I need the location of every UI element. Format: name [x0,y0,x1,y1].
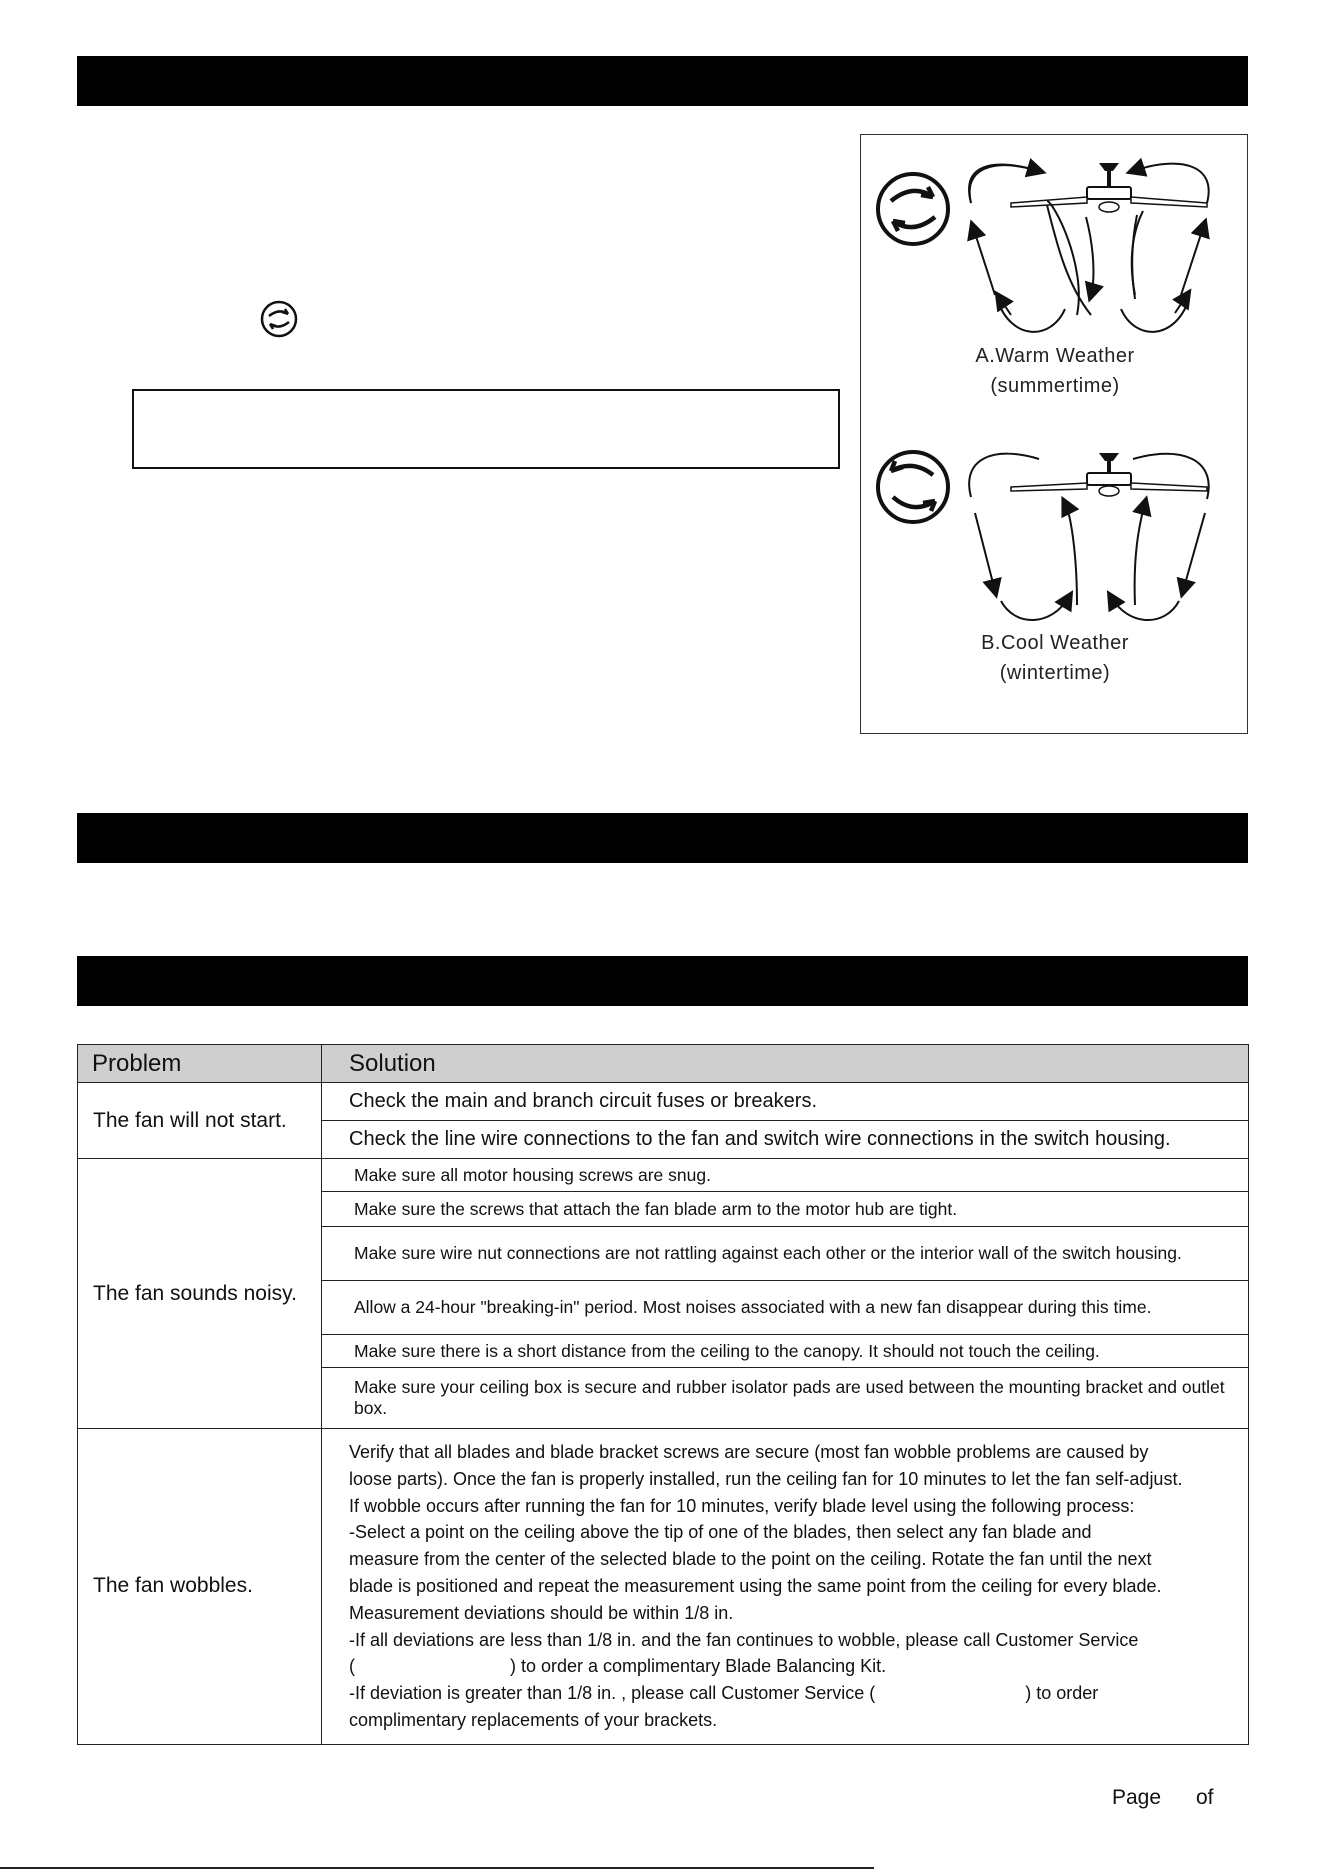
solution-line: blade is positioned and repeat the measurement using the same point from the ceiling for every blade. [349,1575,1162,1596]
header-problem: Problem [78,1045,322,1083]
solution-cell: Make sure the screws that attach the fan blade arm to the motor hub are tight. [322,1192,1249,1227]
cool-direction-icon [878,452,948,522]
section-header-bar-1 [77,56,1248,106]
solution-cell: Make sure there is a short distance from the ceiling to the canopy. It should not touch the ceiling. [322,1335,1249,1368]
solution-line: loose parts). Once the fan is properly installed, run the ceiling fan for 10 minutes to let the fan self-adjust. [349,1468,1183,1489]
solution-line: Verify that all blades and blade bracket screws are secure (most fan wobble problems are caused by [349,1442,1149,1462]
solution-cell: Check the line wire connections to the fan and switch wire connections in the switch housing. [322,1121,1249,1159]
solution-line [349,1680,1242,1707]
solution-cell [322,1429,1249,1745]
solution-cell: Make sure wire nut connections are not rattling against each other or the interior wall of the switch housing. [322,1227,1249,1281]
cool-weather-sublabel: (wintertime) [999,662,1111,684]
footer-of-label: of [1196,1786,1214,1809]
section-header-bar-3 [77,956,1248,1006]
solution-cell: Make sure all motor housing screws are snug. [322,1159,1249,1192]
footer-page-label: Page [1112,1786,1162,1809]
bottom-rule [0,1867,874,1869]
solution-line [349,1653,1242,1680]
warm-weather-label: A.Warm Weather [975,345,1135,367]
line-text: ) to order [1025,1683,1099,1704]
line-text: -If deviation is greater than 1/8 in. , please call Customer Service ( [349,1683,876,1704]
section-header-bar-2 [77,813,1248,863]
warm-fan-icon [1011,163,1207,212]
reverse-direction-icon [259,299,299,339]
solution-line: -Select a point on the ceiling above the tip of one of the blades, then select any fan blade and [349,1522,1092,1543]
solution-line: -If all deviations are less than 1/8 in. and the fan continues to wobble, please call Customer Service [349,1629,1139,1650]
header-solution: Solution [322,1045,1249,1083]
line-text: ) to order a complimentary Blade Balancing Kit. [510,1656,887,1677]
table-header-row [78,1045,1249,1083]
solution-cell: Make sure your ceiling box is secure and rubber isolator pads are used between the mounting bracket and outlet box. [322,1368,1249,1429]
problem-cell: The fan wobbles. [78,1429,322,1745]
warm-weather-sublabel: (summertime) [990,375,1120,397]
problem-cell: The fan will not start. [78,1083,322,1159]
solution-cell: Allow a 24-hour "breaking-in" period. Most noises associated with a new fan disappear during this time. [322,1281,1249,1335]
cool-weather-label: B.Cool Weather [981,632,1129,654]
warm-direction-icon [878,174,948,244]
problem-cell: The fan sounds noisy. [78,1159,322,1429]
solution-line: If wobble occurs after running the fan for 10 minutes, verify blade level using the following process: [349,1495,1135,1516]
troubleshooting-table [77,1044,1249,1745]
note-box [132,389,840,469]
table-row [78,1083,1249,1121]
airflow-diagram [860,134,1248,734]
solution-line: Measurement deviations should be within 1/8 in. [349,1602,734,1623]
table-row [78,1429,1249,1745]
solution-line: complimentary replacements of your brackets. [349,1709,718,1730]
cool-fan-icon [1011,453,1207,496]
paren-open: ( [349,1656,355,1677]
solution-cell: Check the main and branch circuit fuses or breakers. [322,1083,1249,1121]
table-row [78,1159,1249,1192]
solution-line: measure from the center of the selected blade to the point on the ceiling. Rotate the fan until the next [349,1549,1152,1570]
